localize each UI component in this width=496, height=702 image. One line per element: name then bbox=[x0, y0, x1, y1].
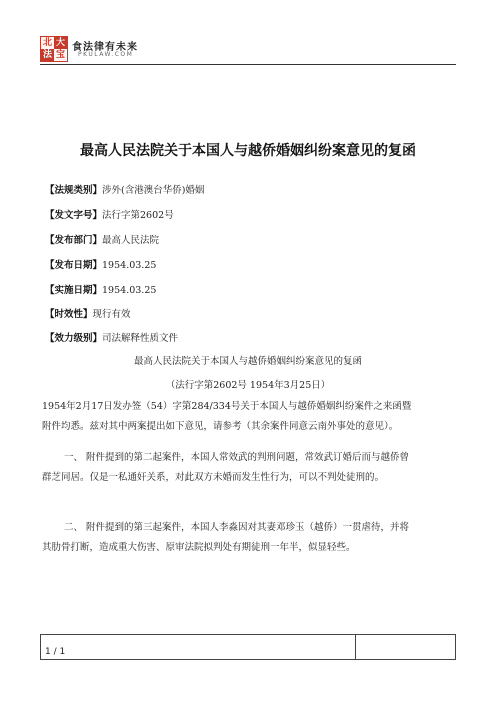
header-rule bbox=[40, 64, 456, 65]
meta-issuer: 【发布部门】最高人民法院 bbox=[45, 235, 160, 246]
document-title: 最高人民法院关于本国人与越侨婚姻纠纷案意见的复函 bbox=[80, 143, 416, 159]
page-number: 1 / 1 bbox=[45, 647, 66, 657]
meta-level: 【效力级别】司法解释性质文件 bbox=[45, 333, 179, 344]
footer-table bbox=[40, 634, 456, 660]
meta-category: 【法规类别】涉外(含港澳台华侨)婚姻 bbox=[45, 185, 205, 196]
body-reference: （法行字第2602号 1954年3月25日） bbox=[165, 380, 331, 391]
item-one-paragraph: 一、 附件提到的第二起案件，本国人常效武的判刑问题，常效武订婚后而与越侨曾 群芝同居。仅是一私通奸关系，对此双方未婚而发生性行为，可以不判处徒刑的。 bbox=[42, 452, 410, 483]
footer-divider bbox=[355, 635, 356, 659]
meta-effective-date: 【实施日期】1954.03.25 bbox=[45, 285, 157, 296]
brand-url: PKULAW.COM bbox=[78, 51, 134, 58]
item-two-paragraph: 二、 附件提到的第三起案件，本国人李淼因对其妻邓珍玉（越侨）一贯虐待，并将 其肋骨打断，造成重大伤害、原审法院拟判处有期徒刑一年半，似显轻些。 bbox=[42, 522, 410, 553]
meta-validity: 【时效性】现行有效 bbox=[45, 309, 131, 320]
intro-paragraph: 1954年2月17日发办签（54）字第284/334号关于本国人与越侨婚姻纠纷案件之来函暨 附件均悉。兹对其中两案提出如下意见，请参考（其余案件同意云南外事处的意见）。 bbox=[42, 401, 412, 432]
pkulaw-header bbox=[40, 36, 460, 66]
meta-doc-number: 【发文字号】法行字第2602号 bbox=[45, 210, 174, 221]
brand-slogan: 食法律有未来 bbox=[72, 42, 138, 53]
body-title: 最高人民法院关于本国人与越侨婚姻纠纷案意见的复函 bbox=[133, 356, 362, 367]
pkulaw-logo: 北 大 法 宝 bbox=[40, 36, 68, 62]
meta-publish-date: 【发布日期】1954.03.25 bbox=[45, 260, 157, 271]
